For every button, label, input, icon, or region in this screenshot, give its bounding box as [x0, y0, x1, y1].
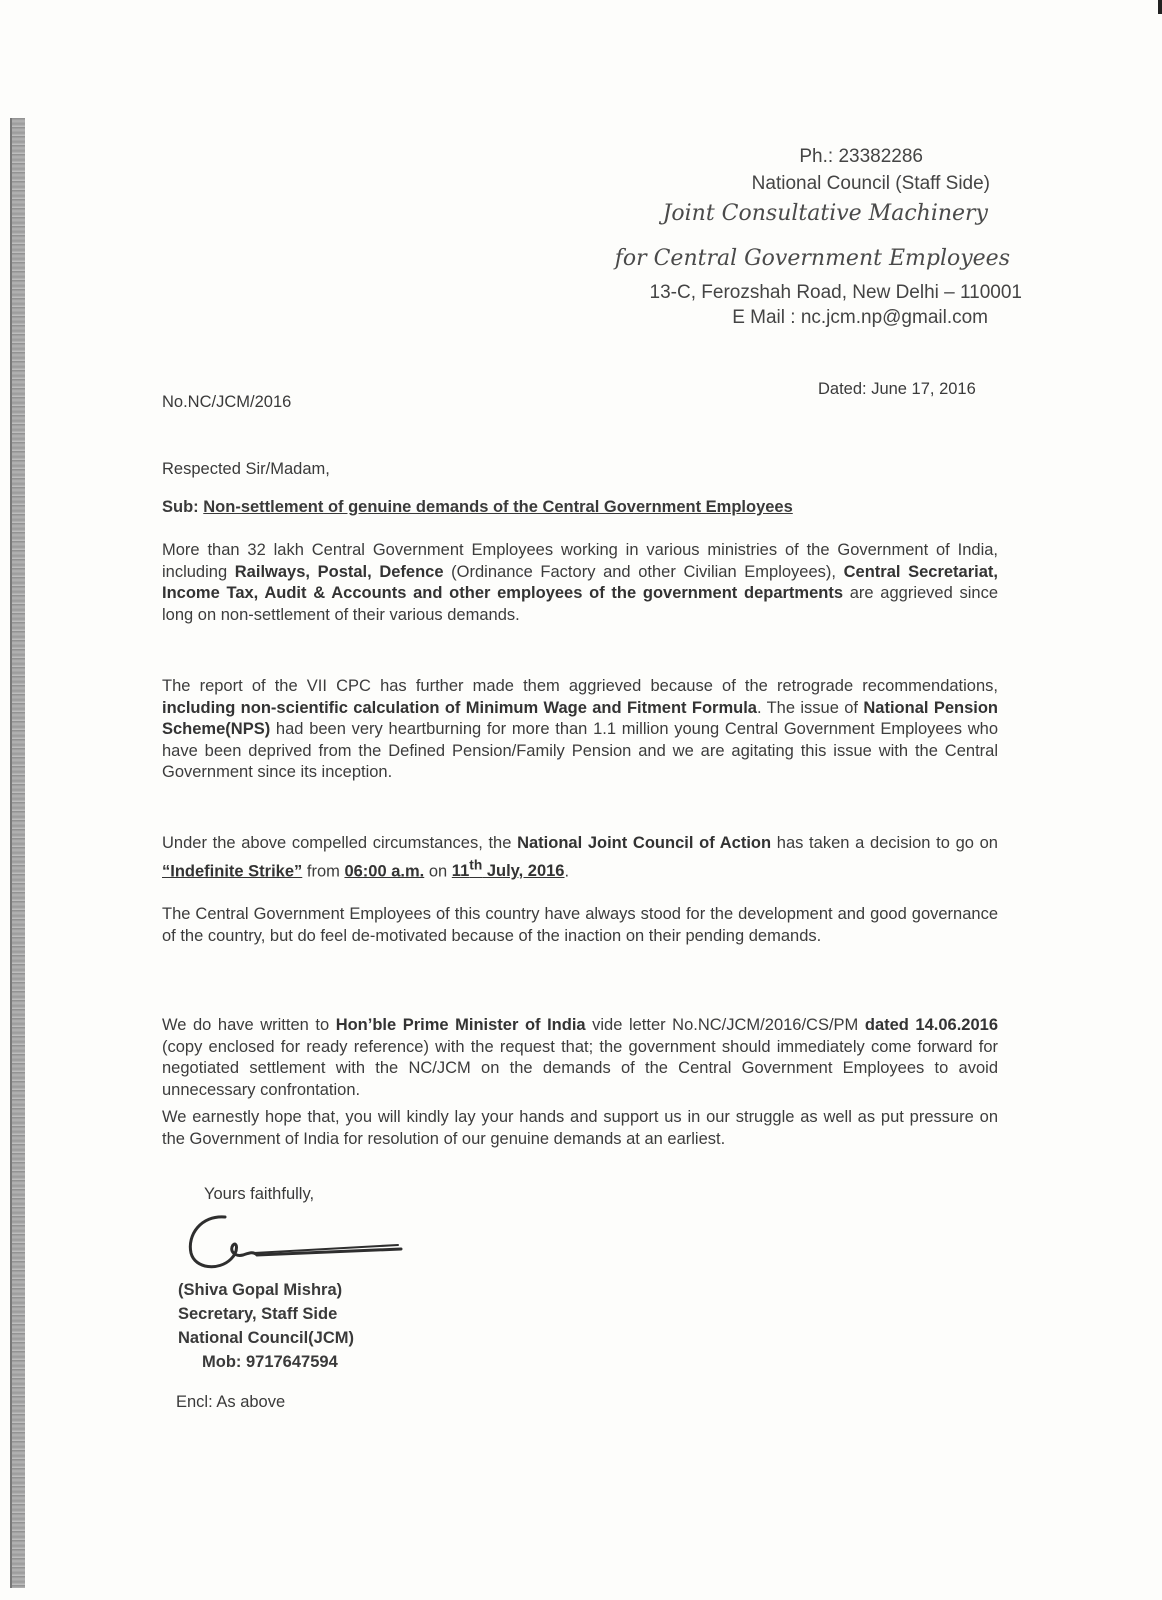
salutation: Respected Sir/Madam,	[162, 460, 330, 478]
enclosure-note: Encl: As above	[176, 1393, 286, 1411]
paragraph-6	[162, 1107, 998, 1150]
p3-date-day: 11	[451, 862, 470, 880]
subject-text: Non-settlement of genuine demands of the Central Government Employees	[203, 498, 793, 516]
letterhead-email: E Mail : nc.jcm.np@gmail.com	[732, 307, 988, 328]
paragraph-5	[162, 1015, 998, 1101]
paragraph-4	[162, 904, 998, 947]
reference-number: No.NC/JCM/2016	[162, 393, 292, 411]
p3-text-5: .	[564, 862, 570, 880]
p3-time: 06:00 a.m.	[344, 862, 425, 880]
p5-text-1: We do have written to	[162, 1016, 336, 1034]
letterhead-address: 13-C, Ferozshah Road, New Delhi – 110001	[649, 282, 1022, 303]
p2-text-2: . The issue of	[756, 698, 864, 717]
p6-text-1: We earnestly hope that, you will kindly lay your hands and support us in our struggle as well as put pressure on the Government of India for resolution of our genuine demands at an earliest.	[162, 1108, 998, 1148]
paragraph-2	[162, 676, 998, 784]
p2-text-3: had been very heartburning for more than 1.1 million young Central Government Employees who have been deprived from the Defined Pension/Family Pension and we are agitating this issue with the Central Government since its inception.	[162, 720, 998, 781]
p5-bold-2: dated 14.06.2016	[864, 1016, 998, 1034]
p3-text-1: Under the above compelled circumstances, the	[162, 834, 518, 852]
p1-text-3: are aggrieved since long on non-settlement of their various demands.	[162, 584, 998, 624]
paragraph-3	[162, 833, 998, 883]
paragraph-1	[162, 540, 998, 626]
p1-bold-2: Central Secretariat, Income Tax, Audit & Accounts and other employees of the government departments	[162, 562, 998, 602]
signatory-org: National Council(JCM)	[178, 1329, 354, 1347]
signatory-name: (Shiva Gopal Mishra)	[178, 1281, 343, 1299]
p3-strike-date	[451, 857, 565, 880]
p5-bold-1: Hon’ble Prime Minister of India	[335, 1016, 586, 1034]
p5-text-2: vide letter No.NC/JCM/2016/CS/PM	[585, 1016, 865, 1034]
p2-text-1: The report of the VII CPC has further made them aggrieved because of the retrograde recommendations,	[162, 677, 998, 695]
letterhead-phone: Ph.: 23382286	[799, 146, 923, 167]
p3-strike-emphasis: “Indefinite Strike”	[162, 862, 303, 880]
closing: Yours faithfully,	[204, 1185, 315, 1203]
p2-bold-2: National Pension Scheme(NPS)	[162, 698, 998, 738]
letter-date: Dated: June 17, 2016	[818, 380, 976, 398]
p3-bold-1: National Joint Council of Action	[517, 834, 772, 852]
p3-text-2: has taken a decision to go on	[771, 834, 998, 852]
scan-corner-mark	[1158, 0, 1162, 14]
subject-label: Sub:	[162, 498, 199, 516]
p1-bold-1: Railways, Postal, Defence	[234, 562, 444, 581]
letterhead-for-employees: for Central Government Employees	[614, 246, 1010, 271]
p1-text-2: (Ordinance Factory and other Civilian Employees),	[443, 562, 844, 581]
p4-text-1: The Central Government Employees of this country have always stood for the development and good governance of the country, but do feel de-motivated because of the inaction on their pending demands.	[162, 905, 998, 945]
p3-date-rest: July, 2016	[482, 862, 565, 880]
p1-text-1: More than 32 lakh Central Government Employees working in various ministries of the Government of India, including	[162, 541, 998, 581]
p3-text-4: on	[424, 862, 452, 880]
signatory-block	[178, 1278, 354, 1374]
signatory-title: Secretary, Staff Side	[178, 1305, 338, 1323]
letterhead-machinery: Joint Consultative Machinery	[662, 201, 988, 226]
signature	[183, 1205, 413, 1285]
signatory-mobile: Mob: 9717647594	[202, 1353, 338, 1371]
letterhead-council: National Council (Staff Side)	[751, 173, 990, 194]
scan-edge-shadow	[10, 118, 25, 1588]
p3-text-3: from	[302, 862, 345, 880]
p2-bold-1: including non-scientific calculation of Minimum Wage and Fitment Formula	[162, 698, 757, 717]
p5-text-3: (copy enclosed for ready reference) with the request that; the government should immediately come forward for negotiated settlement with the NC/JCM on the demands of the Central Government Employees to avoid unnecessary confrontation.	[162, 1037, 998, 1099]
p3-date-suffix: th	[469, 857, 483, 873]
subject-line	[162, 498, 793, 517]
